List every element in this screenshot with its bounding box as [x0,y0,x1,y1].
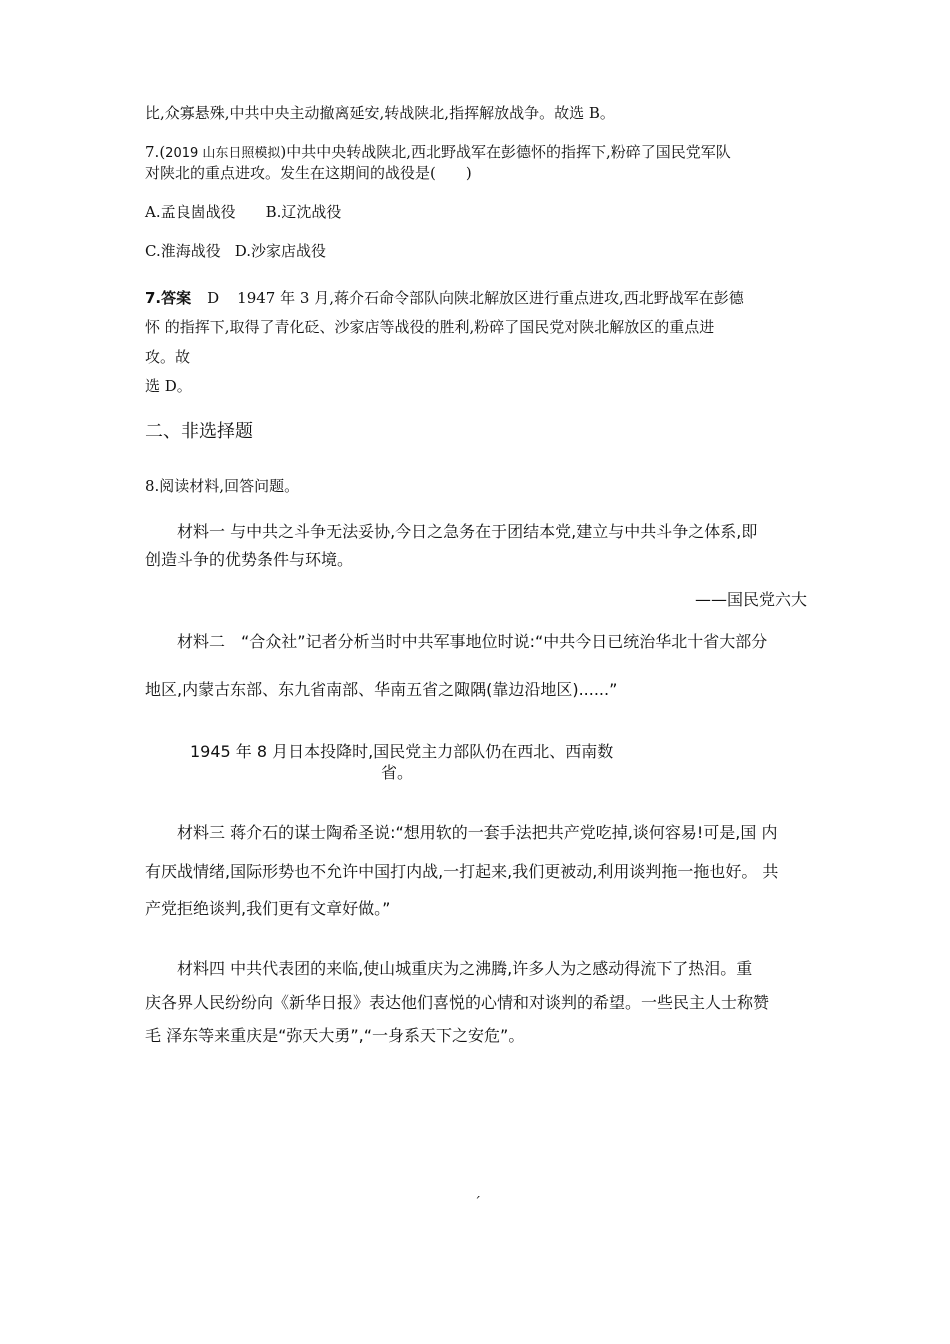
q7-option-c: C.淮海战役 [145,242,221,260]
q7-options-row-2 [145,241,326,261]
q7-source: 2019 山东日照模拟 [165,146,281,161]
material-1-line-2: 创造斗争的优势条件与环境。 [145,550,354,569]
q7-answer-line-4: 选 D。 [145,377,192,395]
q7-source-close: ) [280,143,287,161]
q7-source-open: ( [159,143,166,161]
q7-option-d: D.沙家店战役 [234,242,326,260]
q7-options-row-1 [145,202,341,222]
q7-option-a: A.孟良崮战役 [145,203,236,221]
q7-stem-text-1: 中共中央转战陕北,西北野战军在彭德怀的指挥下,粉碎了国民党军队 [286,143,731,161]
material-4-line-3: 毛 泽东等来重庆是“弥天大勇”,“一身系天下之安危”。 [145,1026,525,1045]
q7-number: 7. [145,143,160,161]
material-2-line-3: 1945 年 8 月日本投降时,国民党主力部队仍在西北、西南数 [190,742,614,761]
q7-answer-line-3: 攻。故 [145,348,191,366]
material-4-line-2: 庆各界人民纷纷向《新华日报》表达他们喜悦的心情和对谈判的希望。一些民主人士称赞 [145,993,770,1012]
material-2-line-2: 地区,内蒙古东部、东九省南部、华南五省之陬隅(靠边沿地区)......” [145,680,618,699]
q7-answer-choice: D [207,289,220,307]
section-heading: 二、非选择题 [145,421,253,442]
q7-answer-line-1 [145,288,744,308]
material-1-attribution: ——国民党六大 [694,590,807,609]
q7-answer-text-1: 1947 年 3 月,蒋介石命令部队向陕北解放区进行重点进攻,西北野战军在彭德 [237,289,744,307]
material-2-line-1: 材料二 “合众社”记者分析当时中共军事地位时说:“中共今日已统治华北十省大部分 [177,632,768,651]
material-1-line-1: 材料一 与中共之斗争无法妥协,今日之急务在于团结本党,建立与中共斗争之体系,即 [177,522,758,541]
q7-answer-line-2: 怀 的指挥下,取得了青化砭、沙家店等战役的胜利,粉碎了国民党对陕北解放区的重点进 [145,318,715,336]
q7-option-b: B.辽沈战役 [265,203,342,221]
q7-stem-line-1 [145,142,731,164]
material-3-line-1: 材料三 蒋介石的谋士陶希圣说:“想用软的一套手法把共产党吃掉,谈何容易!可是,国 内 [177,823,778,842]
footer-mark: ´ [474,1195,481,1211]
q7-answer-label: 7.答案 [145,289,192,307]
material-3-line-3: 产党拒绝谈判,我们更有文章好做。” [145,899,391,918]
q7-stem-line-2: 对陕北的重点进攻。发生在这期间的战役是( ) [145,164,472,182]
q8-prompt: 8.阅读材料,回答问题。 [145,477,300,495]
material-3-line-2: 有厌战情绪,国际形势也不允许中国打内战,一打起来,我们更被动,利用谈判拖一拖也好。 共 [145,862,779,881]
material-2-line-4: 省。 [381,763,414,782]
material-4-line-1: 材料四 中共代表团的来临,使山城重庆为之沸腾,许多人为之感动得流下了热泪。重 [177,959,753,978]
q6-answer-tail: 比,众寡悬殊,中共中央主动撤离延安,转战陕北,指挥解放战争。故选 B。 [145,104,615,122]
